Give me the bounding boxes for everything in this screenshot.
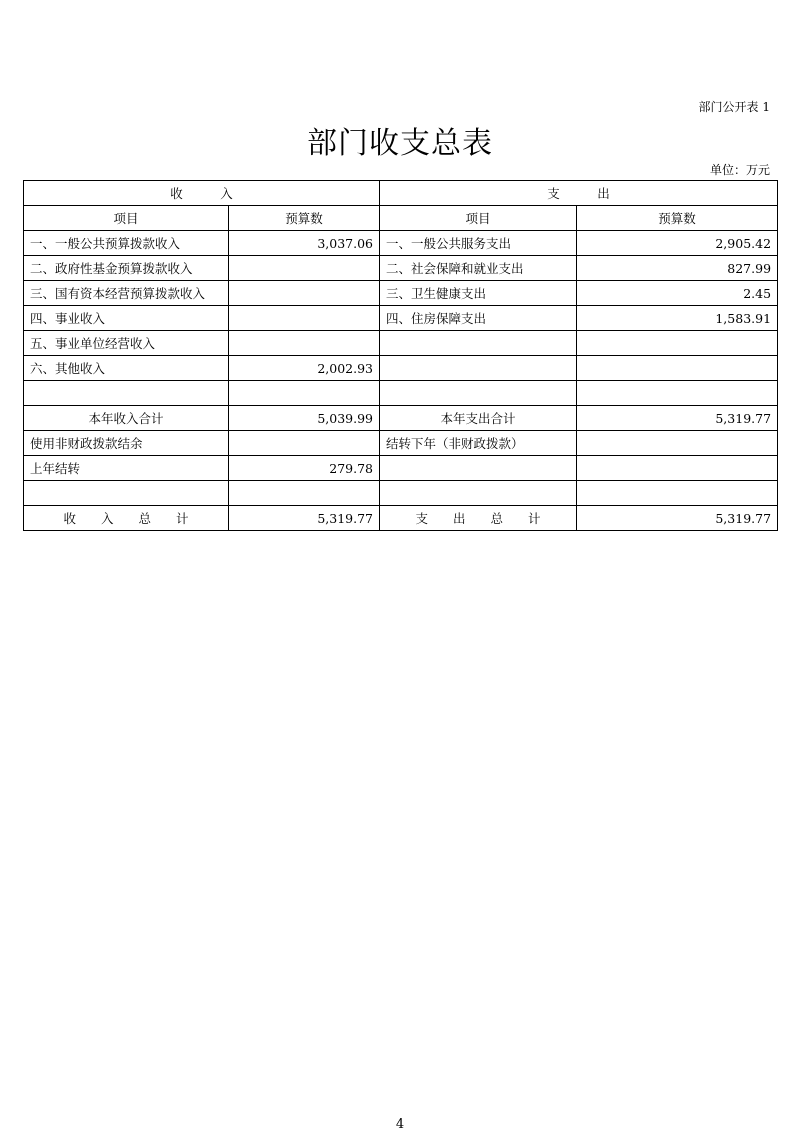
income-item-cell: 三、国有资本经营预算拨款收入 — [24, 281, 229, 306]
income-value-cell: 3,037.06 — [229, 231, 380, 256]
income-item-cell — [24, 381, 229, 406]
expense-subtotal-value: 5,319.77 — [577, 406, 778, 431]
table-row — [24, 281, 778, 306]
table-row — [24, 331, 778, 356]
expense-item-cell: 结转下年（非财政拨款） — [380, 431, 577, 456]
expense-value-cell — [577, 381, 778, 406]
expense-value-cell: 2.45 — [577, 281, 778, 306]
expense-item-cell: 四、住房保障支出 — [380, 306, 577, 331]
table-row — [24, 381, 778, 406]
page-number: 4 — [395, 1117, 405, 1132]
expense-value-cell: 827.99 — [577, 256, 778, 281]
table-row — [24, 456, 778, 481]
unit-label: 单位：万元 — [709, 163, 770, 177]
expense-item-cell: 三、卫生健康支出 — [380, 281, 577, 306]
expense-value-cell: 2,905.42 — [577, 231, 778, 256]
expense-item-header: 项目 — [380, 206, 577, 231]
income-value-cell — [229, 281, 380, 306]
income-value-cell — [229, 256, 380, 281]
income-item-cell: 二、政府性基金预算拨款收入 — [24, 256, 229, 281]
expense-value-cell: 1,583.91 — [577, 306, 778, 331]
expense-value-cell — [577, 481, 778, 506]
income-value-cell — [229, 306, 380, 331]
expense-value-cell — [577, 456, 778, 481]
subtotal-row — [24, 406, 778, 431]
income-item-cell: 四、事业收入 — [24, 306, 229, 331]
expense-total-value: 5,319.77 — [577, 506, 778, 531]
column-header-row — [24, 206, 778, 231]
expense-item-cell — [380, 356, 577, 381]
income-subtotal-label: 本年收入合计 — [24, 406, 229, 431]
income-total-value: 5,319.77 — [229, 506, 380, 531]
table-row — [24, 256, 778, 281]
income-value-cell: 279.78 — [229, 456, 380, 481]
table-row — [24, 481, 778, 506]
income-value-cell — [229, 381, 380, 406]
expense-value-cell — [577, 356, 778, 381]
expense-item-cell — [380, 456, 577, 481]
expense-item-cell: 一、一般公共服务支出 — [380, 231, 577, 256]
budget-summary-table — [23, 180, 778, 531]
page-title: 部门收支总表 — [307, 126, 493, 161]
income-value-cell — [229, 481, 380, 506]
expense-subtotal-label: 本年支出合计 — [380, 406, 577, 431]
expense-value-cell — [577, 431, 778, 456]
form-code-label: 部门公开表 1 — [698, 100, 770, 114]
income-item-cell: 一、一般公共预算拨款收入 — [24, 231, 229, 256]
income-item-cell: 五、事业单位经营收入 — [24, 331, 229, 356]
income-subtotal-value: 5,039.99 — [229, 406, 380, 431]
expense-item-cell: 二、社会保障和就业支出 — [380, 256, 577, 281]
expense-group-header: 支 出 — [380, 181, 778, 206]
income-budget-header: 预算数 — [229, 206, 380, 231]
income-item-cell — [24, 481, 229, 506]
income-item-cell: 上年结转 — [24, 456, 229, 481]
expense-item-cell — [380, 381, 577, 406]
income-group-header: 收 入 — [24, 181, 380, 206]
group-header-row — [24, 181, 778, 206]
table-row — [24, 306, 778, 331]
income-value-cell: 2,002.93 — [229, 356, 380, 381]
table-row — [24, 431, 778, 456]
total-row — [24, 506, 778, 531]
expense-item-cell — [380, 331, 577, 356]
income-total-label: 收 入 总 计 — [24, 506, 229, 531]
table-row — [24, 356, 778, 381]
expense-budget-header: 预算数 — [577, 206, 778, 231]
income-value-cell — [229, 431, 380, 456]
expense-item-cell — [380, 481, 577, 506]
expense-value-cell — [577, 331, 778, 356]
income-value-cell — [229, 331, 380, 356]
income-item-header: 项目 — [24, 206, 229, 231]
income-item-cell: 六、其他收入 — [24, 356, 229, 381]
expense-total-label: 支 出 总 计 — [380, 506, 577, 531]
table-row — [24, 231, 778, 256]
income-item-cell: 使用非财政拨款结余 — [24, 431, 229, 456]
